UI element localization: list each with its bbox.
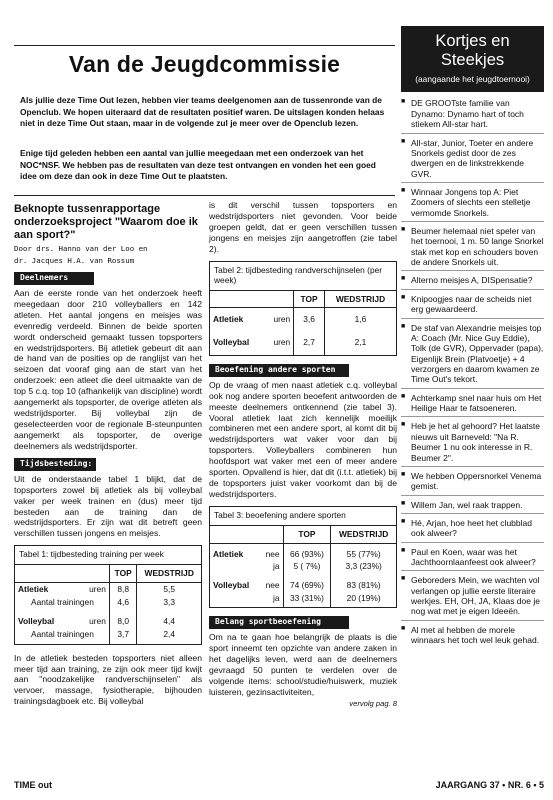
page-title: Van de Jeugdcommissie xyxy=(68,51,341,77)
list-item: ■ Knipoogjes naar de scheids niet erg gewaardeerd. xyxy=(401,294,544,319)
list-item: ■ Geboreders Mein, we wachten vol verlangen op jullie eerste literaire werkjes. EH, OH, JA, Klaas doe je nog wat met je eigen Ideeën. xyxy=(401,575,544,620)
column-2 xyxy=(209,200,397,709)
paragraph-randverschijnselen: In de atletiek besteden topsporters niet alleen meer tijd aan training, ze zijn ook meer tijd kwijt aan "noodzakelijke randverschijnselen" als vervoer, massage, fysiotherapie, bijhouden trainingsdagboek etc. Bij volleybal xyxy=(14,652,202,707)
table-1-caption: Tabel 1: tijdbesteding training per week xyxy=(15,546,202,565)
table-row: Atletiek uren 3,6 1,6 xyxy=(210,308,397,331)
table-3-col-top: TOP xyxy=(283,525,331,543)
table-2-col-wedstrijd: WEDSTRIJD xyxy=(324,290,396,308)
paragraph-tijdsbesteding: Uit de onderstaande tabel 1 blijkt, dat de topsporters zowel bij atletiek als bij volleybal vaker per week trainen en (dus) meer tijd besteden aan de training dan de wedstrijdsporters. Er zijn wat dit betreft geen verschillen tussen jongens en meisjes. xyxy=(14,473,202,539)
sidebar-kortjes xyxy=(401,26,544,756)
list-item: ■ Winnaar Jongens top A: Piet Zoomers of slechts een stelletje vermomde Snorkels. xyxy=(401,187,544,222)
section-label-deelnemers: Deelnemers xyxy=(14,272,94,285)
table-2 xyxy=(209,261,397,356)
list-item: ■ Hé, Arjan, hoe heet het clubblad ook alweer? xyxy=(401,518,544,543)
article-subheading: Beknopte tussenrapportage onderzoeksproject "Waarom doe ik aan sport?" xyxy=(14,203,198,241)
table-row: ja 33 (31%) 20 (19%) xyxy=(210,592,397,608)
authors-line-2: dr. Jacques H.A. van Rossum xyxy=(14,255,135,265)
table-2-caption: Tabel 2: tijdbesteding randverschijnselen (per week) xyxy=(210,261,397,290)
list-item: ■ Heb je het al gehoord? Het laatste nieuws uit Barneveld: "Na R. Beumer 1 nu ook interesse in R. Beumer 2". xyxy=(401,421,544,466)
table-row: Atletiek nee 66 (93%) 55 (77%) xyxy=(210,543,397,560)
continued-note: vervolg pag. 8 xyxy=(349,698,397,708)
section-label-tijdsbesteding: Tijdsbesteding: xyxy=(14,458,96,471)
intro-divider xyxy=(14,195,395,196)
list-item: ■ Paul en Koen, waar was het Jachthoornlaanfeest ook alweer? xyxy=(401,547,544,572)
paragraph-col2-top: is dit verschil tussen topsporters en wedstrijdsporters niet gevonden. Voor beide groepen geldt, dat er geen verschillen tussen jongens en meisjes zijn aangetroffen (zie tabel 2). xyxy=(209,200,397,254)
table-row: Volleybal uren 2,7 2,1 xyxy=(210,331,397,355)
list-item: ■ Beumer helemaal niet speler van het toernooi, 1 m. 50 lange Snorkel stak met kop en schouders boven de andere Snorkels uit. xyxy=(401,226,544,271)
sidebar-subtitle: (aangaande het jeugdtoernooi) xyxy=(415,73,530,84)
table-row: Aantal trainingen 4,6 3,3 xyxy=(15,596,202,609)
section-label-beoefening: Beoefening andere sporten xyxy=(209,364,349,377)
table-2-col-top: TOP xyxy=(294,290,325,308)
table-1-col-wedstrijd: WEDSTRIJD xyxy=(137,565,202,583)
section-label-belang: Belang sportbeoefening xyxy=(209,616,349,629)
column-1 xyxy=(14,200,202,707)
authors-line-1: Door drs. Hanno van der Loo en xyxy=(14,243,148,253)
list-item: ■ Alterno meisjes A, DISpensatie? xyxy=(401,275,544,289)
list-item: ■ Achterkamp snel naar huis om Het Heilige Haar te fatsoeneren. xyxy=(401,393,544,418)
paragraph-deelnemers: Aan de eerste ronde van het onderzoek heeft meegedaan door 210 volleyballers en 142 atleten. Het aantal jongens en meisjes was evenredig verdeeld. Binnen de beide sporten wordt onderscheid gemaakt tussen topsporters en wedstrijdsporters. Bij atletiek gebeurt dit aan de hand van de posities op de ranglijst van het seizoen dat vooraf ging aan de start van het onderzoek: een atleet die deel uitmaakte van de top 5 c.q. top 10 (afhankelijk van discipline) wordt aangemerkt als topsporter, de overige atleten als wedstrijdsporter. Bij volleybal zijn de geselecteerden voor de regionale B-steunpunten aangemerkt als topsporter, de overige deelnemers als wedstrijdsporter. xyxy=(14,288,202,451)
table-row: Aantal trainingen 3,7 2,4 xyxy=(15,628,202,644)
list-item: ■ We hebben Oppersnorkel Venema gemist. xyxy=(401,471,544,496)
sidebar-title: Kortjes en Steekjes xyxy=(435,32,510,69)
table-3-caption: Tabel 3: beoefening andere sporten xyxy=(210,506,397,525)
list-item: ■ Al met al hebben de morele winnaars het toch wel leuk gehad. xyxy=(401,625,544,649)
list-item: ■ All-star, Junior, Toeter en andere Snorkels gedist door de zes dwergen en de linkstrekkende GVR. xyxy=(401,138,544,183)
table-1 xyxy=(14,545,202,644)
table-1-col-top: TOP xyxy=(109,565,137,583)
list-item: ■ De staf van Alexandrie meisjes top A: Coach (Mr. Nice Guy Eddie), Tolk (de GVR), Oppervader (papa), Eigenlijk Brein (Platvoetje) + 4 verzorgers en daarom kwamen ze Time Out's tekort. xyxy=(401,323,544,389)
sidebar-list xyxy=(401,98,544,648)
list-item: ■ Willem Jan, wel raak trappen. xyxy=(401,500,544,514)
table-3-col-wedstrijd: WEDSTRIJD xyxy=(331,525,397,543)
paragraph-belang: Om na te gaan hoe belangrijk de plaats is die sport inneemt ten opzichte van andere zaken in het dagelijks leven, werd aan de deelnemers gevraagd 50 punten te verdelen over de volgende items: school/studie/huiswerk, muziek luisteren, gezinsactiviteiten, xyxy=(209,632,397,697)
table-row: Volleybal uren 8,0 4,4 xyxy=(15,608,202,628)
sidebar-header xyxy=(401,26,544,92)
paragraph-beoefening: Op de vraag of men naast atletiek c.q. volleybal ook nog andere sporten beoefent antwoorden de meeste deelnemers ontkennend (zie tabel 3). Vooral atletiek laat zich kennelijk moeilijk combineren met een andere sport, al komt dit bij wedstrijdsporters wat vaker voor dan bij topsporters. Volleyballers combineren hun hoofdsport wat vaker met een of meer andere sporten. Opvallend is hier, dat dit (i.t.t. atletiek) bij de topsporters juist vaker voorkomt dan bij de wedstrijdsporters. xyxy=(209,379,397,499)
table-row: Volleybal nee 74 (69%) 83 (81%) xyxy=(210,573,397,592)
footer-issue-info: JAARGANG 37 • NR. 6 • 5 xyxy=(435,780,544,790)
intro-paragraph-1: Als jullie deze Time Out lezen, hebben vier teams deelgenomen aan de tussenronde van de Openclub. We hopen uiteraard dat de resultaten positief waren. De uitslagen konden helaas niet in deze Time Out staan, maar in de volgende zul je meer over de Openclub lezen. xyxy=(20,95,385,129)
list-item: ■ DE GROOTste familie van Dynamo: Dynamo hart of toch stiekem All-star hart. xyxy=(401,98,544,133)
intro-paragraph-2: Enige tijd geleden hebben een aantal van jullie meegedaan met een onderzoek van het NOC*NSF. We hebben pas de resultaten van deze test ontvangen en vonden het een goed idee om deze dan ook in deze Time Out te plaatsten. xyxy=(20,148,376,182)
title-box xyxy=(14,45,395,77)
table-row: ja 5 ( 7%) 3,3 (23%) xyxy=(210,560,397,573)
table-row: Atletiek uren 8,8 5,5 xyxy=(15,582,202,595)
footer-magazine-name: TIME out xyxy=(14,780,52,790)
table-3 xyxy=(209,506,397,608)
